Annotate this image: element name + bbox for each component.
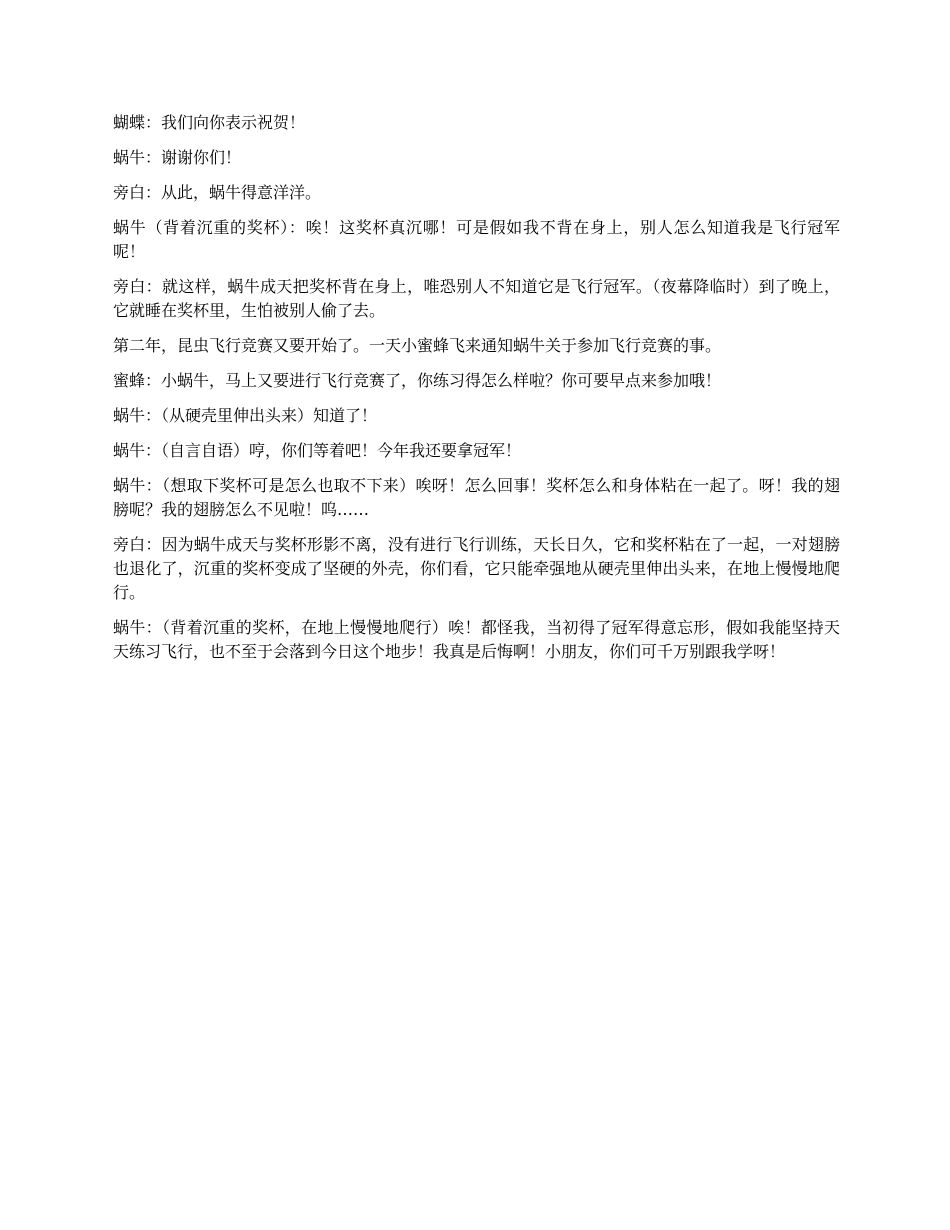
paragraph-butterfly-congrats: 蝴蝶：我们向你表示祝贺！ [113, 113, 306, 132]
paragraph-snail-thanks: 蜗牛：谢谢你们！ [113, 148, 242, 167]
paragraph-narrator-proud: 旁白：从此，蜗牛得意洋洋。 [113, 183, 322, 202]
paragraph-second-year: 第二年，昆虫飞行竞赛又要开始了。一天小蜜蜂飞来通知蜗牛关于参加飞行竞赛的事。 [113, 336, 722, 355]
paragraph-narrator-sleeps-in-trophy: 旁白：就这样，蜗牛成天把奖杯背在身上，唯恐别人不知道它是飞行冠军。（夜幕降临时）到了晚上，它就睡在奖杯里，生怕被别人偷了去。 [113, 277, 840, 320]
paragraph-snail-stuck: 蜗牛：（想取下奖杯可是怎么也取不下来）唉呀！怎么回事！奖杯怎么和身体粘在一起了。呀！我的翅膀呢？我的翅膀怎么不见啦！呜…… [113, 476, 840, 519]
paragraph-snail-boast: 蜗牛：（自言自语）哼，你们等着吧！今年我还要拿冠军！ [113, 441, 522, 460]
document-body [113, 111, 840, 675]
paragraph-snail-regret: 蜗牛：（背着沉重的奖杯，在地上慢慢地爬行）唉！都怪我，当初得了冠军得意忘形，假如我能坚持天天练习飞行，也不至于会落到今日这个地步！我真是后悔啊！小朋友，你们可千万别跟我学呀！ [113, 618, 840, 661]
paragraph-bee-notice: 蜜蜂：小蜗牛，马上又要进行飞行竞赛了，你练习得怎么样啦？你可要早点来参加哦！ [113, 371, 722, 390]
paragraph-snail-knows: 蜗牛：（从硬壳里伸出头来）知道了！ [113, 406, 378, 425]
paragraph-snail-heavy-trophy: 蜗牛（背着沉重的奖杯）：唉！这奖杯真沉哪！可是假如我不背在身上，别人怎么知道我是飞行冠军呢！ [113, 218, 840, 261]
paragraph-narrator-shell: 旁白：因为蜗牛成天与奖杯形影不离，没有进行飞行训练，天长日久，它和奖杯粘在了一起，一对翅膀也退化了，沉重的奖杯变成了坚硬的外壳，你们看，它只能牵强地从硬壳里伸出头来，在地上慢慢地爬行。 [113, 535, 840, 602]
